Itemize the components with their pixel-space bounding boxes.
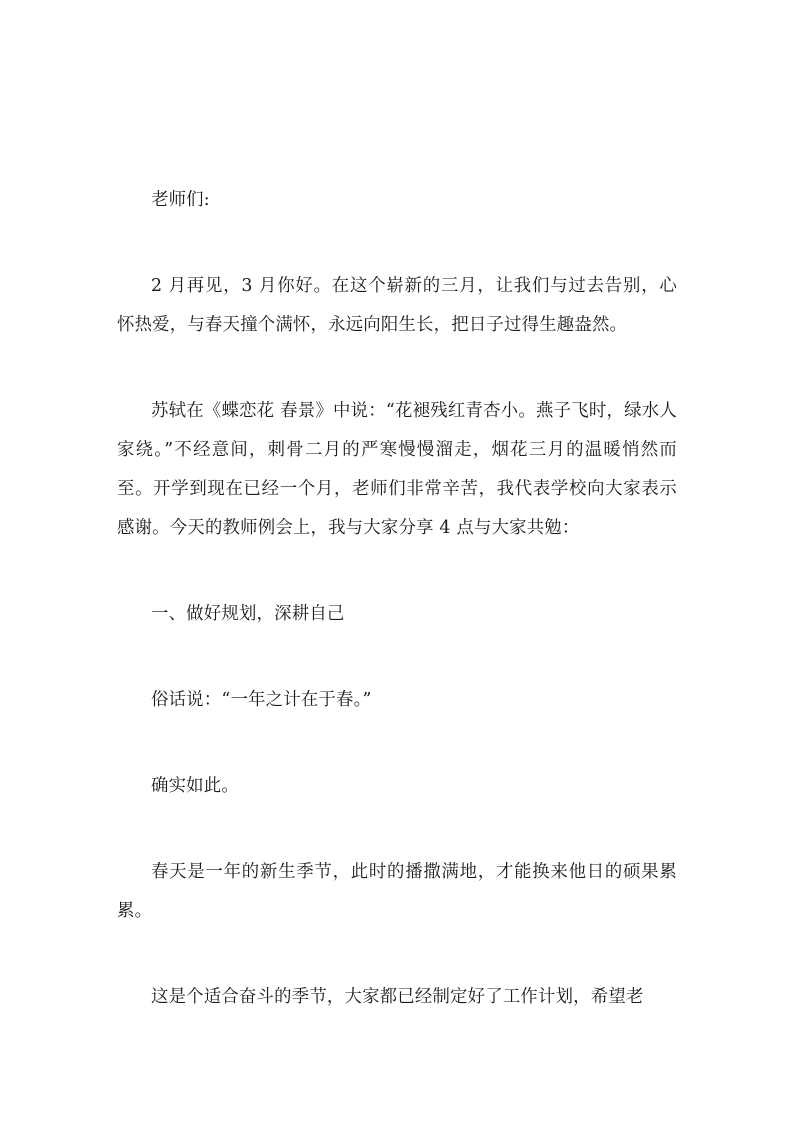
paragraph-proverb: 俗话说：“一年之计在于春。” bbox=[151, 690, 372, 710]
paragraph-spring: 春天是一年的新生季节，此时的播撒满地，才能换来他日的硕果累累。 bbox=[117, 862, 677, 921]
paragraph-intro: 2 月再见，3 月你好。在这个崭新的三月，让我们与过去告别，心怀热爱，与春天撞个满怀，永远向阳生长，把日子过得生趣盎然。 bbox=[117, 276, 677, 335]
paragraph-su-shi-quote: 苏轼在《蝶恋花 春景》中说：“花褪残红青杏小。燕子飞时，绿水人家绕。”不经意间，刺骨二月的严寒慢慢溜走，烟花三月的温暖悄然而至。开学到现在已经一个月，老师们非常辛苦，我代表学校向大家表示感谢。今天的教师例会上，我与大家分享 4 点与大家共勉： bbox=[117, 401, 677, 538]
paragraph-work-plan: 这是个适合奋斗的季节，大家都已经制定好了工作计划，希望老 bbox=[151, 987, 644, 1007]
paragraph-indeed: 确实如此。 bbox=[151, 776, 239, 796]
document-page bbox=[117, 181, 677, 1017]
salutation: 老师们: bbox=[151, 190, 210, 210]
section-heading-1: 一、做好规划，深耕自己 bbox=[151, 604, 345, 624]
